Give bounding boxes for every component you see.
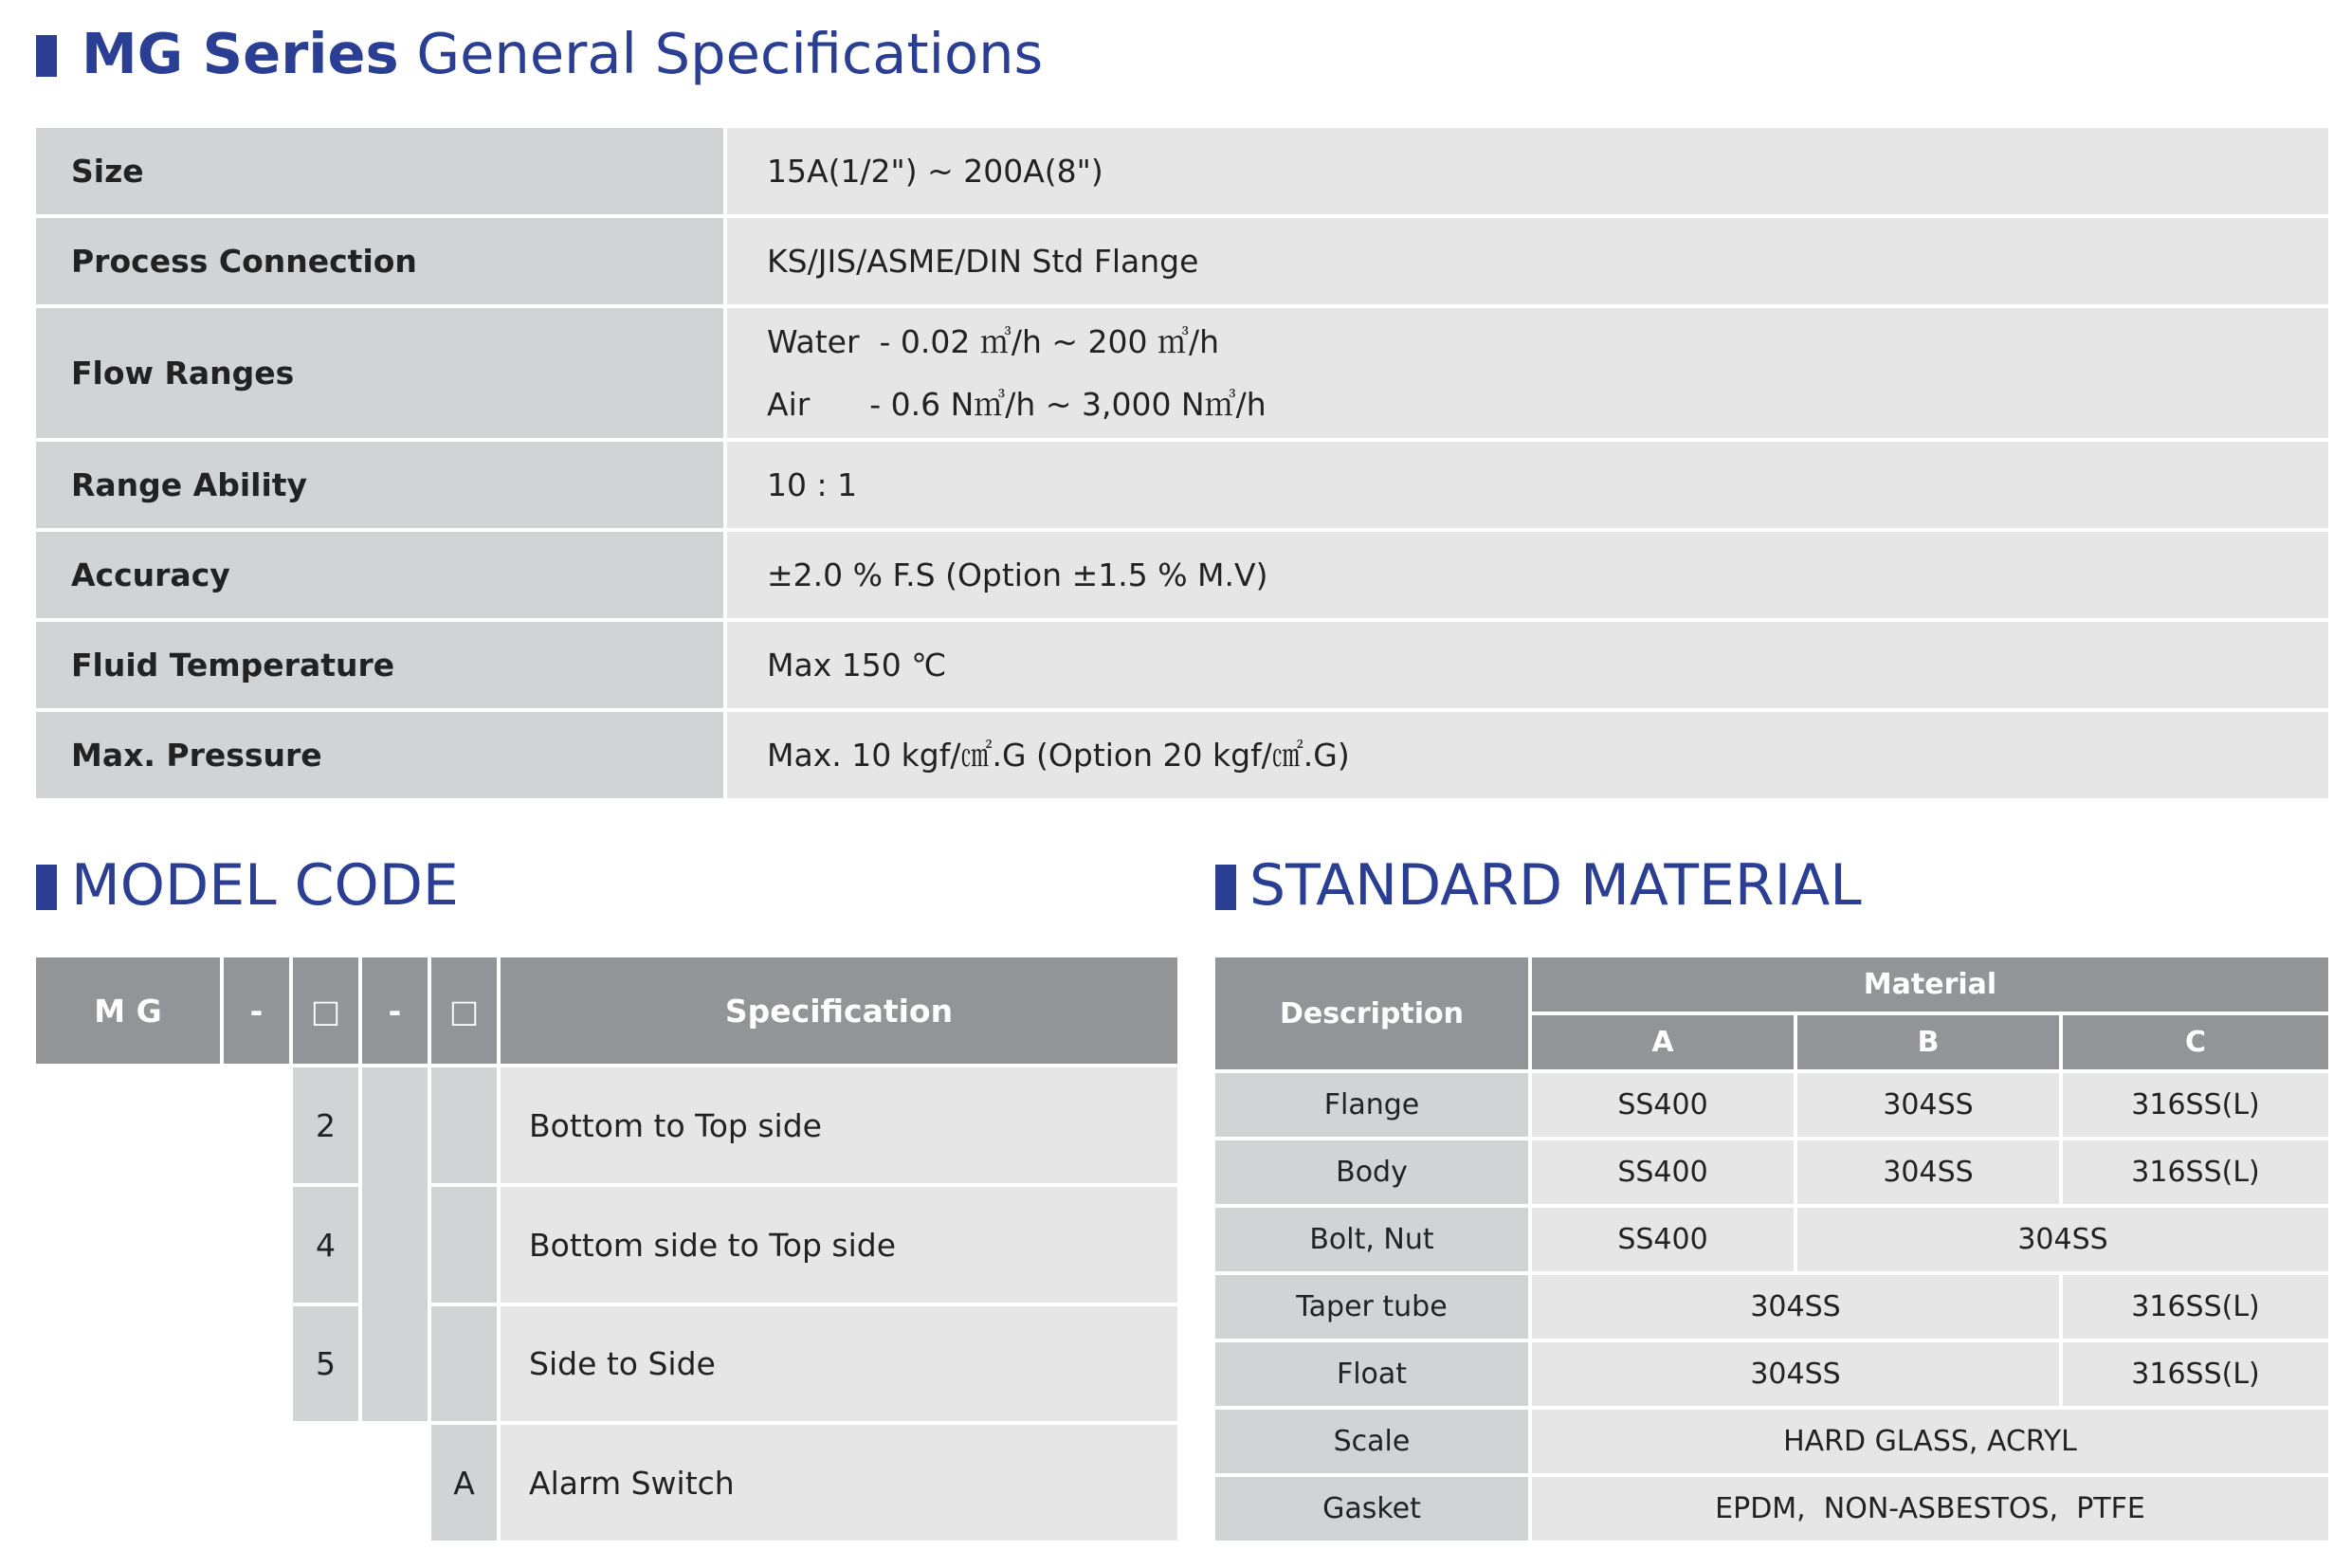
model-code-box: □ (293, 957, 358, 1064)
spec-label: Fluid Temperature (36, 622, 723, 708)
material-row-label: Float (1215, 1342, 1528, 1406)
material-header: Material (1532, 957, 2328, 1012)
spec-value (727, 712, 2328, 798)
spec-row-flow-ranges (36, 308, 2328, 438)
code-cell: 4 (293, 1187, 358, 1303)
spec-value-line: Air - 0.6 N㎥/h ~ 3,000 N㎥/h (767, 385, 1267, 423)
material-cell: SS400 (1532, 1073, 1794, 1137)
spec-label: Process Connection (36, 218, 723, 304)
material-cell: SS400 (1532, 1140, 1794, 1204)
section-marker-icon (36, 865, 57, 910)
spec-row-max-pressure (36, 712, 2328, 798)
model-code-prefix: M G (36, 957, 220, 1064)
code-cell-empty (431, 1306, 497, 1421)
code-cell: 5 (293, 1306, 358, 1421)
material-cell-merged: 304SS (1532, 1275, 2059, 1339)
title-bold: MG Series (82, 21, 399, 86)
specification-cell: Alarm Switch (501, 1425, 1177, 1541)
spec-value-line: ±2.0 % F.S (Option ±1.5 % M.V) (767, 556, 1268, 593)
code-cell: A (431, 1425, 497, 1541)
spec-row-accuracy (36, 532, 2328, 618)
spec-label: Flow Ranges (36, 308, 723, 438)
specification-header: Specification (501, 957, 1177, 1064)
spec-value (727, 532, 2328, 618)
material-cell-merged: 304SS (1532, 1342, 2059, 1406)
material-cell: 304SS (1797, 1073, 2059, 1137)
title-rest: General Specifications (416, 21, 1044, 86)
material-col-b: B (1797, 1015, 2059, 1069)
model-code-dash: - (362, 957, 428, 1064)
spec-value (727, 622, 2328, 708)
material-row-label: Flange (1215, 1073, 1528, 1137)
material-cell: SS400 (1532, 1208, 1794, 1271)
spec-row-size (36, 128, 2328, 214)
general-specs-table (36, 128, 2328, 798)
material-row-label: Body (1215, 1140, 1528, 1204)
material-col-c: C (2063, 1015, 2328, 1069)
specification-cell: Side to Side (501, 1306, 1177, 1421)
specification-cell: Bottom side to Top side (501, 1187, 1177, 1303)
material-cell: 316SS(L) (2063, 1275, 2328, 1339)
general-specs-title (82, 17, 1043, 91)
material-row-label: Taper tube (1215, 1275, 1528, 1339)
spec-value-line: 15A(1/2") ~ 200A(8") (767, 152, 1103, 190)
material-cell: 316SS(L) (2063, 1140, 2328, 1204)
section-marker-icon (1215, 865, 1236, 910)
code-cell: 2 (293, 1067, 358, 1183)
material-cell: 304SS (1797, 1140, 2059, 1204)
spec-row-range-ability (36, 442, 2328, 528)
material-cell-merged: HARD GLASS, ACRYL (1532, 1410, 2328, 1473)
spec-value-line: KS/JIS/ASME/DIN Std Flange (767, 242, 1199, 280)
material-row-label: Gasket (1215, 1477, 1528, 1541)
spec-label: Accuracy (36, 532, 723, 618)
specification-cell: Bottom to Top side (501, 1067, 1177, 1183)
dash-column-fill (362, 1067, 428, 1421)
spec-value-line: 10 : 1 (767, 465, 858, 503)
spec-label: Range Ability (36, 442, 723, 528)
model-code-box: □ (431, 957, 497, 1064)
material-col-a: A (1532, 1015, 1794, 1069)
material-cell: 316SS(L) (2063, 1073, 2328, 1137)
spec-row-process-connection (36, 218, 2328, 304)
code-cell-empty (431, 1187, 497, 1303)
spec-label: Size (36, 128, 723, 214)
spec-value (727, 218, 2328, 304)
spec-value-line: Max 150 ℃ (767, 646, 947, 684)
material-cell: 316SS(L) (2063, 1342, 2328, 1406)
code-cell-empty (431, 1067, 497, 1183)
standard-material-title: STANDARD MATERIAL (1249, 852, 1862, 919)
section-marker-icon (36, 35, 57, 77)
spec-value (727, 308, 2328, 438)
material-row-label: Scale (1215, 1410, 1528, 1473)
material-row-label: Bolt, Nut (1215, 1208, 1528, 1271)
spec-label: Max. Pressure (36, 712, 723, 798)
spec-value (727, 442, 2328, 528)
spec-value-line: Max. 10 kgf/㎠.G (Option 20 kgf/㎠.G) (767, 736, 1350, 774)
description-header: Description (1215, 957, 1528, 1069)
material-cell-merged: EPDM, NON-ASBESTOS, PTFE (1532, 1477, 2328, 1541)
spec-value-line: Water - 0.02 ㎥/h ~ 200 ㎥/h (767, 322, 1220, 360)
spec-value (727, 128, 2328, 214)
spec-row-fluid-temperature (36, 622, 2328, 708)
model-code-dash: - (224, 957, 289, 1064)
material-cell-merged: 304SS (1797, 1208, 2328, 1271)
model-code-title: MODEL CODE (71, 852, 459, 919)
